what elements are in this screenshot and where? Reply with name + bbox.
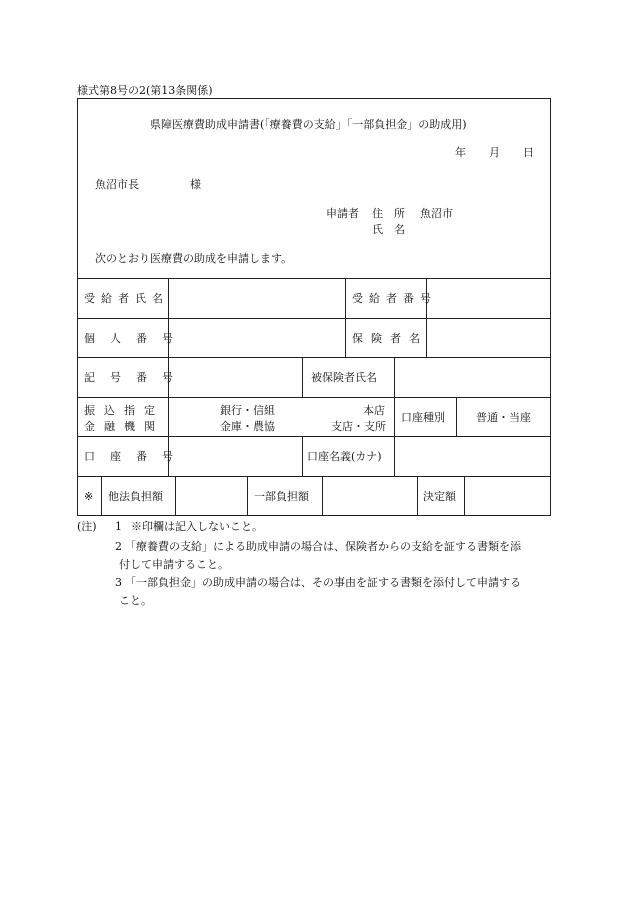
applicant-name-label: 氏 名: [372, 223, 405, 236]
form-title: 県障医療費助成申請書(「療養費の支給」「一部負担金」の助成用): [150, 118, 467, 131]
branch-type-line2: 支店・支所: [331, 420, 386, 433]
table-rule: [302, 436, 303, 476]
insured-name-label: 被保険者氏名: [311, 371, 377, 384]
other-law-amount-label: 他法負担額: [108, 490, 163, 503]
partial-amount-label: 一部負担額: [254, 490, 309, 503]
addressee-honorific: 様: [190, 178, 201, 191]
note-3-text-line2: こと。: [119, 594, 152, 607]
office-use-mark: ※: [84, 489, 94, 503]
date-day: 日: [523, 146, 534, 159]
table-rule: [345, 278, 346, 357]
note-1-number: 1: [115, 520, 122, 533]
account-type-value: 普通・当座: [476, 410, 531, 424]
table-rule: [394, 397, 395, 436]
notes-label: (注): [77, 520, 97, 533]
intro-text: 次のとおり医療費の助成を申請します。: [95, 252, 293, 265]
note-3-number: 3: [115, 576, 122, 589]
form-number: 様式第8号の2(第13条関係): [77, 84, 213, 97]
note-2-text-line2: 付して申請すること。: [119, 558, 229, 571]
table-rule: [456, 397, 457, 436]
table-rule: [394, 436, 395, 476]
applicant-label: 申請者: [326, 207, 359, 220]
note-2-text-line1: 「療養費の支給」による助成申請の場合は、保険者からの支給を証する書類を添: [125, 540, 521, 553]
note-2-number: 2: [115, 540, 122, 553]
table-rule: [302, 357, 303, 397]
bank-type-line1: 銀行・信組: [220, 404, 275, 417]
table-rule: [101, 476, 102, 516]
account-number-label: 口座番号: [84, 450, 188, 463]
personal-number-label: 個人番号: [84, 331, 188, 345]
table-rule: [322, 476, 323, 516]
insurer-name-label: 保険者名: [352, 331, 428, 345]
decided-amount-label: 決定額: [423, 490, 456, 503]
table-rule: [417, 476, 418, 516]
symbol-number-label: 記号番号: [84, 371, 188, 384]
bank-type-line2: 金庫・農協: [220, 420, 275, 433]
applicant-address-label: 住 所: [372, 207, 405, 220]
recipient-number-label: 受給者番号: [352, 292, 437, 305]
table-rule: [464, 476, 465, 516]
table-rule: [394, 357, 395, 397]
table-rule: [175, 476, 176, 516]
transfer-label-line2: 金融機関: [84, 420, 164, 433]
date-month: 月: [489, 146, 500, 159]
note-1-text: ※印欄は記入しないこと。: [131, 520, 263, 533]
account-holder-label: 口座名義(カナ): [307, 450, 382, 463]
applicant-address-value: 魚沼市: [420, 207, 453, 220]
account-type-label: 口座種別: [401, 410, 445, 424]
addressee-name: 魚沼市長: [95, 178, 139, 191]
branch-type-line1: 本店: [363, 404, 385, 417]
note-3-text-line1: 「一部負担金」の助成申請の場合は、その事由を証する書類を添付して申請する: [125, 576, 521, 589]
date-year: 年: [455, 146, 466, 159]
recipient-name-label: 受給者氏名: [84, 292, 169, 305]
transfer-label-line1: 振込指定: [84, 404, 164, 417]
table-rule: [247, 476, 248, 516]
